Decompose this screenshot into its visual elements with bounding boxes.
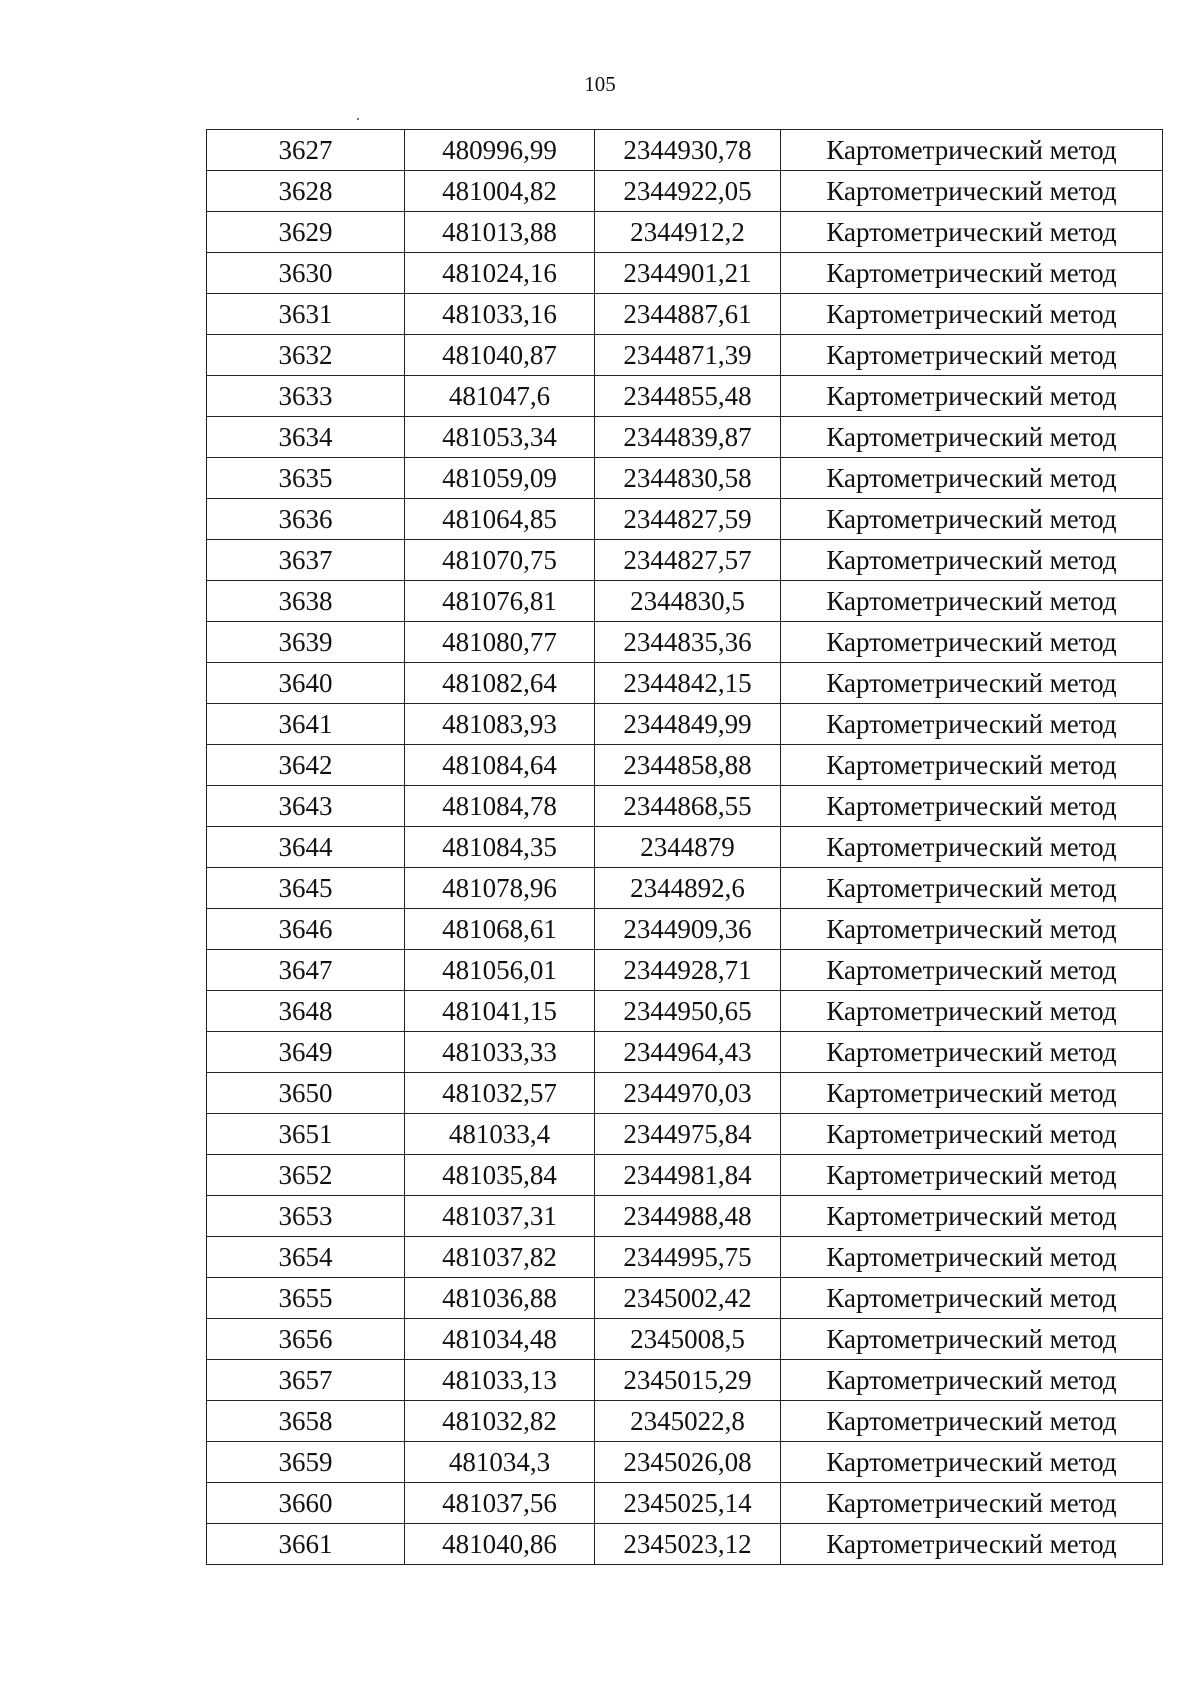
method-cell: Картометрический метод bbox=[781, 1319, 1163, 1360]
y-coordinate-cell: 2344839,87 bbox=[595, 417, 781, 458]
x-coordinate-cell: 481084,78 bbox=[405, 786, 595, 827]
point-number-cell: 3652 bbox=[207, 1155, 405, 1196]
table-row bbox=[207, 1237, 1163, 1278]
method-cell: Картометрический метод bbox=[781, 1442, 1163, 1483]
point-number-cell: 3642 bbox=[207, 745, 405, 786]
table-row bbox=[207, 1114, 1163, 1155]
table-row bbox=[207, 581, 1163, 622]
point-number-cell: 3648 bbox=[207, 991, 405, 1032]
table-row bbox=[207, 1073, 1163, 1114]
x-coordinate-cell: 481053,34 bbox=[405, 417, 595, 458]
point-number-cell: 3658 bbox=[207, 1401, 405, 1442]
x-coordinate-cell: 481035,84 bbox=[405, 1155, 595, 1196]
y-coordinate-cell: 2345023,12 bbox=[595, 1524, 781, 1565]
y-coordinate-cell: 2344970,03 bbox=[595, 1073, 781, 1114]
y-coordinate-cell: 2344830,58 bbox=[595, 458, 781, 499]
table-row bbox=[207, 253, 1163, 294]
point-number-cell: 3627 bbox=[207, 130, 405, 171]
table-row bbox=[207, 1401, 1163, 1442]
table-row bbox=[207, 171, 1163, 212]
y-coordinate-cell: 2344981,84 bbox=[595, 1155, 781, 1196]
point-number-cell: 3633 bbox=[207, 376, 405, 417]
x-coordinate-cell: 481084,64 bbox=[405, 745, 595, 786]
point-number-cell: 3653 bbox=[207, 1196, 405, 1237]
point-number-cell: 3649 bbox=[207, 1032, 405, 1073]
method-cell: Картометрический метод bbox=[781, 1278, 1163, 1319]
table-row bbox=[207, 950, 1163, 991]
method-cell: Картометрический метод bbox=[781, 909, 1163, 950]
y-coordinate-cell: 2344871,39 bbox=[595, 335, 781, 376]
method-cell: Картометрический метод bbox=[781, 1524, 1163, 1565]
y-coordinate-cell: 2344975,84 bbox=[595, 1114, 781, 1155]
y-coordinate-cell: 2344827,57 bbox=[595, 540, 781, 581]
method-cell: Картометрический метод bbox=[781, 786, 1163, 827]
point-number-cell: 3655 bbox=[207, 1278, 405, 1319]
method-cell: Картометрический метод bbox=[781, 1114, 1163, 1155]
y-coordinate-cell: 2345025,14 bbox=[595, 1483, 781, 1524]
x-coordinate-cell: 481037,82 bbox=[405, 1237, 595, 1278]
method-cell: Картометрический метод bbox=[781, 950, 1163, 991]
point-number-cell: 3650 bbox=[207, 1073, 405, 1114]
point-number-cell: 3647 bbox=[207, 950, 405, 991]
table-row bbox=[207, 417, 1163, 458]
table-row bbox=[207, 786, 1163, 827]
x-coordinate-cell: 481034,48 bbox=[405, 1319, 595, 1360]
x-coordinate-cell: 481084,35 bbox=[405, 827, 595, 868]
point-number-cell: 3645 bbox=[207, 868, 405, 909]
y-coordinate-cell: 2344930,78 bbox=[595, 130, 781, 171]
y-coordinate-cell: 2344892,6 bbox=[595, 868, 781, 909]
y-coordinate-cell: 2345002,42 bbox=[595, 1278, 781, 1319]
point-number-cell: 3654 bbox=[207, 1237, 405, 1278]
method-cell: Картометрический метод bbox=[781, 1155, 1163, 1196]
x-coordinate-cell: 481036,88 bbox=[405, 1278, 595, 1319]
table-row bbox=[207, 1442, 1163, 1483]
x-coordinate-cell: 481033,4 bbox=[405, 1114, 595, 1155]
point-number-cell: 3660 bbox=[207, 1483, 405, 1524]
point-number-cell: 3659 bbox=[207, 1442, 405, 1483]
point-number-cell: 3646 bbox=[207, 909, 405, 950]
table-row bbox=[207, 622, 1163, 663]
point-number-cell: 3640 bbox=[207, 663, 405, 704]
y-coordinate-cell: 2344835,36 bbox=[595, 622, 781, 663]
x-coordinate-cell: 481033,16 bbox=[405, 294, 595, 335]
y-coordinate-cell: 2344912,2 bbox=[595, 212, 781, 253]
table-row bbox=[207, 540, 1163, 581]
y-coordinate-cell: 2344868,55 bbox=[595, 786, 781, 827]
x-coordinate-cell: 481076,81 bbox=[405, 581, 595, 622]
table-row bbox=[207, 745, 1163, 786]
table-row bbox=[207, 1155, 1163, 1196]
method-cell: Картометрический метод bbox=[781, 294, 1163, 335]
x-coordinate-cell: 481080,77 bbox=[405, 622, 595, 663]
coordinates-table bbox=[206, 129, 1163, 1565]
point-number-cell: 3637 bbox=[207, 540, 405, 581]
x-coordinate-cell: 481024,16 bbox=[405, 253, 595, 294]
method-cell: Картометрический метод bbox=[781, 1073, 1163, 1114]
method-cell: Картометрический метод bbox=[781, 745, 1163, 786]
table-row bbox=[207, 376, 1163, 417]
y-coordinate-cell: 2345026,08 bbox=[595, 1442, 781, 1483]
method-cell: Картометрический метод bbox=[781, 130, 1163, 171]
x-coordinate-cell: 481059,09 bbox=[405, 458, 595, 499]
method-cell: Картометрический метод bbox=[781, 335, 1163, 376]
x-coordinate-cell: 481013,88 bbox=[405, 212, 595, 253]
x-coordinate-cell: 481033,33 bbox=[405, 1032, 595, 1073]
method-cell: Картометрический метод bbox=[781, 868, 1163, 909]
coordinates-table-body bbox=[207, 130, 1163, 1565]
y-coordinate-cell: 2344887,61 bbox=[595, 294, 781, 335]
y-coordinate-cell: 2344830,5 bbox=[595, 581, 781, 622]
point-number-cell: 3651 bbox=[207, 1114, 405, 1155]
method-cell: Картометрический метод bbox=[781, 1483, 1163, 1524]
y-coordinate-cell: 2344950,65 bbox=[595, 991, 781, 1032]
y-coordinate-cell: 2344858,88 bbox=[595, 745, 781, 786]
x-coordinate-cell: 481041,15 bbox=[405, 991, 595, 1032]
point-number-cell: 3661 bbox=[207, 1524, 405, 1565]
point-number-cell: 3644 bbox=[207, 827, 405, 868]
y-coordinate-cell: 2344901,21 bbox=[595, 253, 781, 294]
y-coordinate-cell: 2344827,59 bbox=[595, 499, 781, 540]
method-cell: Картометрический метод bbox=[781, 171, 1163, 212]
method-cell: Картометрический метод bbox=[781, 991, 1163, 1032]
table-row bbox=[207, 704, 1163, 745]
method-cell: Картометрический метод bbox=[781, 1032, 1163, 1073]
x-coordinate-cell: 481033,13 bbox=[405, 1360, 595, 1401]
point-number-cell: 3638 bbox=[207, 581, 405, 622]
y-coordinate-cell: 2344964,43 bbox=[595, 1032, 781, 1073]
method-cell: Картометрический метод bbox=[781, 212, 1163, 253]
point-number-cell: 3629 bbox=[207, 212, 405, 253]
x-coordinate-cell: 481040,86 bbox=[405, 1524, 595, 1565]
table-row bbox=[207, 1278, 1163, 1319]
x-coordinate-cell: 481083,93 bbox=[405, 704, 595, 745]
method-cell: Картометрический метод bbox=[781, 499, 1163, 540]
page-number: 105 bbox=[584, 72, 616, 96]
table-row bbox=[207, 1483, 1163, 1524]
x-coordinate-cell: 481078,96 bbox=[405, 868, 595, 909]
table-row bbox=[207, 827, 1163, 868]
method-cell: Картометрический метод bbox=[781, 376, 1163, 417]
table-row bbox=[207, 212, 1163, 253]
y-coordinate-cell: 2344879 bbox=[595, 827, 781, 868]
table-row bbox=[207, 1319, 1163, 1360]
x-coordinate-cell: 481064,85 bbox=[405, 499, 595, 540]
y-coordinate-cell: 2344922,05 bbox=[595, 171, 781, 212]
point-number-cell: 3641 bbox=[207, 704, 405, 745]
method-cell: Картометрический метод bbox=[781, 417, 1163, 458]
table-row bbox=[207, 663, 1163, 704]
x-coordinate-cell: 481032,82 bbox=[405, 1401, 595, 1442]
x-coordinate-cell: 481070,75 bbox=[405, 540, 595, 581]
y-coordinate-cell: 2344988,48 bbox=[595, 1196, 781, 1237]
table-row bbox=[207, 458, 1163, 499]
point-number-cell: 3630 bbox=[207, 253, 405, 294]
x-coordinate-cell: 481047,6 bbox=[405, 376, 595, 417]
y-coordinate-cell: 2344995,75 bbox=[595, 1237, 781, 1278]
method-cell: Картометрический метод bbox=[781, 1360, 1163, 1401]
method-cell: Картометрический метод bbox=[781, 458, 1163, 499]
table-row bbox=[207, 499, 1163, 540]
y-coordinate-cell: 2344855,48 bbox=[595, 376, 781, 417]
x-coordinate-cell: 481037,31 bbox=[405, 1196, 595, 1237]
point-number-cell: 3635 bbox=[207, 458, 405, 499]
method-cell: Картометрический метод bbox=[781, 253, 1163, 294]
y-coordinate-cell: 2345015,29 bbox=[595, 1360, 781, 1401]
x-coordinate-cell: 481056,01 bbox=[405, 950, 595, 991]
method-cell: Картометрический метод bbox=[781, 581, 1163, 622]
table-row bbox=[207, 909, 1163, 950]
point-number-cell: 3632 bbox=[207, 335, 405, 376]
point-number-cell: 3657 bbox=[207, 1360, 405, 1401]
point-number-cell: 3639 bbox=[207, 622, 405, 663]
y-coordinate-cell: 2345008,5 bbox=[595, 1319, 781, 1360]
table-row bbox=[207, 130, 1163, 171]
scan-speck bbox=[357, 118, 359, 120]
method-cell: Картометрический метод bbox=[781, 663, 1163, 704]
table-row bbox=[207, 868, 1163, 909]
table-row bbox=[207, 991, 1163, 1032]
point-number-cell: 3656 bbox=[207, 1319, 405, 1360]
x-coordinate-cell: 481082,64 bbox=[405, 663, 595, 704]
point-number-cell: 3643 bbox=[207, 786, 405, 827]
y-coordinate-cell: 2344842,15 bbox=[595, 663, 781, 704]
x-coordinate-cell: 481004,82 bbox=[405, 171, 595, 212]
x-coordinate-cell: 481068,61 bbox=[405, 909, 595, 950]
x-coordinate-cell: 481040,87 bbox=[405, 335, 595, 376]
x-coordinate-cell: 481032,57 bbox=[405, 1073, 595, 1114]
method-cell: Картометрический метод bbox=[781, 704, 1163, 745]
method-cell: Картометрический метод bbox=[781, 827, 1163, 868]
y-coordinate-cell: 2345022,8 bbox=[595, 1401, 781, 1442]
method-cell: Картометрический метод bbox=[781, 540, 1163, 581]
method-cell: Картометрический метод bbox=[781, 622, 1163, 663]
table-row bbox=[207, 1196, 1163, 1237]
method-cell: Картометрический метод bbox=[781, 1401, 1163, 1442]
y-coordinate-cell: 2344909,36 bbox=[595, 909, 781, 950]
table-row bbox=[207, 1524, 1163, 1565]
x-coordinate-cell: 481037,56 bbox=[405, 1483, 595, 1524]
x-coordinate-cell: 480996,99 bbox=[405, 130, 595, 171]
table-row bbox=[207, 1032, 1163, 1073]
method-cell: Картометрический метод bbox=[781, 1237, 1163, 1278]
point-number-cell: 3636 bbox=[207, 499, 405, 540]
y-coordinate-cell: 2344849,99 bbox=[595, 704, 781, 745]
table-row bbox=[207, 1360, 1163, 1401]
point-number-cell: 3628 bbox=[207, 171, 405, 212]
x-coordinate-cell: 481034,3 bbox=[405, 1442, 595, 1483]
method-cell: Картометрический метод bbox=[781, 1196, 1163, 1237]
point-number-cell: 3631 bbox=[207, 294, 405, 335]
y-coordinate-cell: 2344928,71 bbox=[595, 950, 781, 991]
table-row bbox=[207, 294, 1163, 335]
point-number-cell: 3634 bbox=[207, 417, 405, 458]
table-row bbox=[207, 335, 1163, 376]
